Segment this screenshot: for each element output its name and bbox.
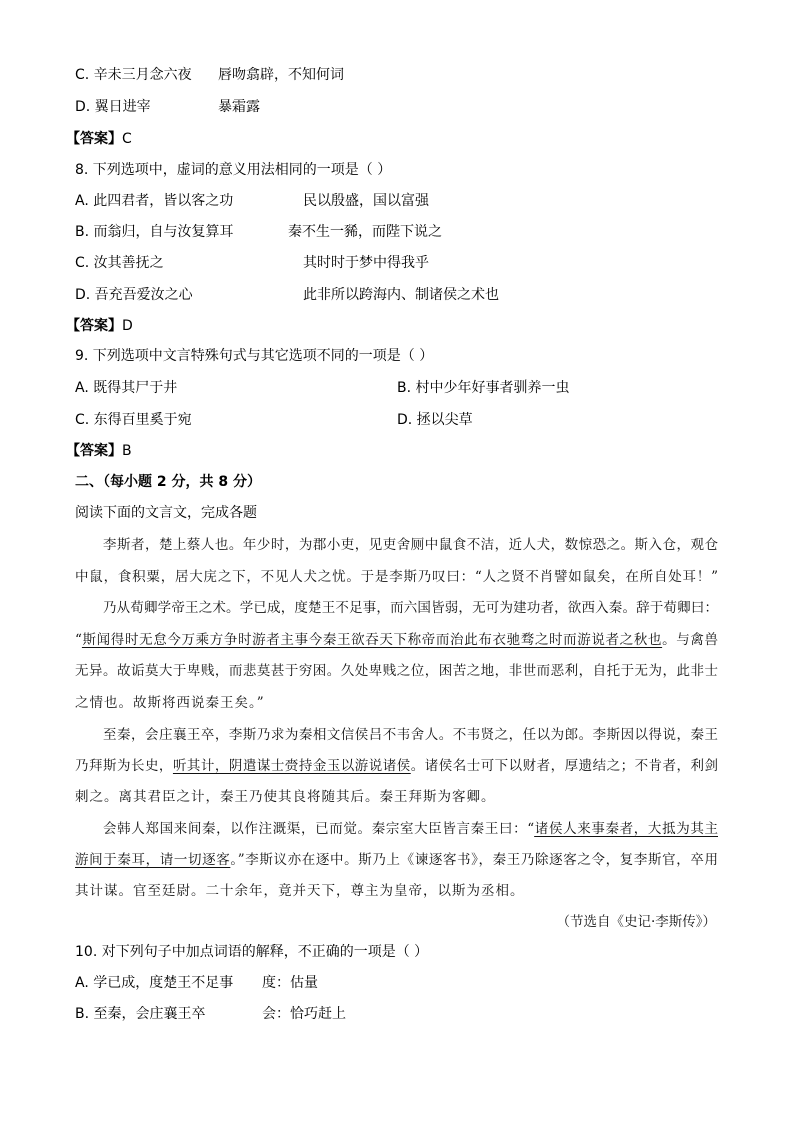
q8-option-b: [0, 222, 794, 242]
passage-line: [75, 850, 718, 870]
option-label: D. 吾充吾爱汝之心: [75, 287, 193, 303]
q10-option-b: [0, 1004, 794, 1024]
q8-option-a: [0, 191, 794, 211]
underlined-sentence: 游间于秦耳，请一切逐客: [75, 852, 231, 868]
q10-option-a: [0, 973, 794, 993]
q8-option-d: [0, 285, 794, 305]
answer-line: [66, 316, 133, 336]
q9-options-ab: [0, 378, 794, 398]
option-compare: 民以殷盛，国以富强: [303, 193, 429, 209]
answer-line: [66, 129, 132, 149]
answer-tag: 【答案】: [66, 131, 122, 147]
section-instruction-row: [0, 503, 794, 523]
option-compare: 唇吻翕辟，不知何词: [218, 67, 344, 83]
option-label: C. 汝其善抚之: [75, 255, 164, 271]
passage-line: 刺之。离其君臣之计，秦王乃使其良将随其后。秦王拜斯为客卿。: [75, 789, 496, 805]
answer-tag: 【答案】: [66, 443, 122, 459]
option-compare: 暴霜露: [218, 99, 260, 115]
q8-answer: [0, 316, 794, 336]
option-explanation: 度：估量: [262, 975, 318, 991]
option-label: A. 此四君者，皆以客之功: [75, 193, 234, 209]
underlined-sentence: 斯闻得时无怠今万乘方争时游者主事今秦王欲吞天下称帝而治此布衣驰骛之时而游说者之秋也: [81, 632, 663, 648]
question-stem: 8. 下列选项中，虚词的意义用法相同的一项是（ ）: [75, 162, 392, 178]
passage-text: 。”李斯议亦在逐中。斯乃上《谏逐客书》，秦王乃除逐客之令，复李斯官，卒用: [230, 852, 719, 868]
passage-line: 乃从荀卿学帝王之术。学已成，度楚王不足事，而六国皆弱，无可为建功者，欲西入秦。辞于荀卿曰：: [103, 600, 718, 616]
option-compare: 秦不生一豨，而陛下说之: [288, 224, 442, 240]
underlined-sentence: 诸侯人来事秦者，大抵为其主: [534, 821, 718, 837]
q8-stem: [0, 160, 794, 180]
q9-option-c: C. 东得百里奚于宛: [75, 412, 192, 428]
passage-line: 李斯者，楚上蔡人也。年少时，为郡小吏，见吏舍厕中鼠食不洁，近人犬，数惊恐之。斯入仓，观仓: [103, 537, 718, 553]
passage-text: 。与禽兽: [662, 632, 719, 648]
passage-text: 乃拜斯为长史，: [75, 758, 173, 774]
section-heading: 二、（每小题 2 分，共 8 分）: [75, 474, 261, 490]
option-label: C. 辛未三月念六夜: [75, 67, 192, 83]
section-heading-row: [0, 472, 794, 492]
question-stem: 10. 对下列句子中加点词语的解释，不正确的一项是（ ）: [75, 944, 429, 960]
option-label: B. 而翁归，自与汝复算耳: [75, 224, 234, 240]
passage-line: 中鼠，食积粟，居大庑之下，不见人犬之忧。于是李斯乃叹曰：“人之贤不肖譬如鼠矣，在所自处耳！”: [75, 569, 718, 585]
passage-line: 无异。故诟莫大于卑贱，而悲莫甚于穷困。久处卑贱之位，困苦之地，非世而恶利，自托于无为，此非士: [75, 663, 718, 679]
q9-option-b: B. 村中少年好事者驯养一虫: [397, 380, 570, 396]
q9-option-d: D. 拯以尖草: [397, 412, 473, 428]
passage-line: [75, 630, 718, 650]
answer-value: C: [122, 131, 132, 147]
option-label: B. 至秦，会庄襄王卒: [75, 1006, 206, 1022]
answer-line: [66, 441, 132, 461]
passage-line: [75, 756, 718, 776]
section-instruction: 阅读下面的文言文，完成各题: [75, 505, 257, 521]
passage-line: 之情也。故斯将西说秦王矣。”: [75, 695, 265, 711]
answer-tag: 【答案】: [66, 318, 122, 334]
option-compare: 其时时于梦中得我乎: [303, 255, 429, 271]
passage-text: 。诸侯名士可下以财者，厚遗结之；不肯者，利剑: [410, 758, 719, 774]
answer-value: D: [122, 318, 133, 334]
q9-answer: [0, 441, 794, 461]
question-stem: 9. 下列选项中文言特殊句式与其它选项不同的一项是（ ）: [75, 348, 434, 364]
passage-text: 会韩人郑国来间秦，以作注溉渠，已而觉。秦宗室大臣皆言秦王曰：“: [103, 821, 535, 837]
passage-line: 其计谋。官至廷尉。二十余年，竟并天下，尊主为皇帝，以斯为丞相。: [75, 883, 525, 899]
q9-option-a: A. 既得其尸于井: [75, 380, 178, 396]
q7-option-d: [0, 97, 794, 117]
option-label: A. 学已成，度楚王不足事: [75, 975, 234, 991]
option-label: D. 翼日进宰: [75, 99, 151, 115]
passage-source: （节选自《史记·李斯传》）: [556, 914, 716, 930]
passage-line: [103, 819, 718, 839]
answer-value: B: [122, 443, 132, 459]
q10-stem: [0, 942, 794, 962]
q8-option-c: [0, 253, 794, 273]
q7-option-c: [0, 65, 794, 85]
passage-text: “: [75, 632, 82, 648]
q9-stem: [0, 346, 794, 366]
option-explanation: 会：恰巧赶上: [262, 1006, 346, 1022]
q9-options-cd: [0, 410, 794, 430]
underlined-sentence: 听其计，阴遣谋士赍持金玉以游说诸侯: [172, 758, 411, 774]
option-compare: 此非所以跨海内、制诸侯之术也: [303, 287, 499, 303]
q7-answer: [0, 129, 794, 149]
passage-line: 至秦，会庄襄王卒，李斯乃求为秦相文信侯吕不韦舍人。不韦贤之，任以为郎。李斯因以得说，秦王: [103, 727, 718, 743]
